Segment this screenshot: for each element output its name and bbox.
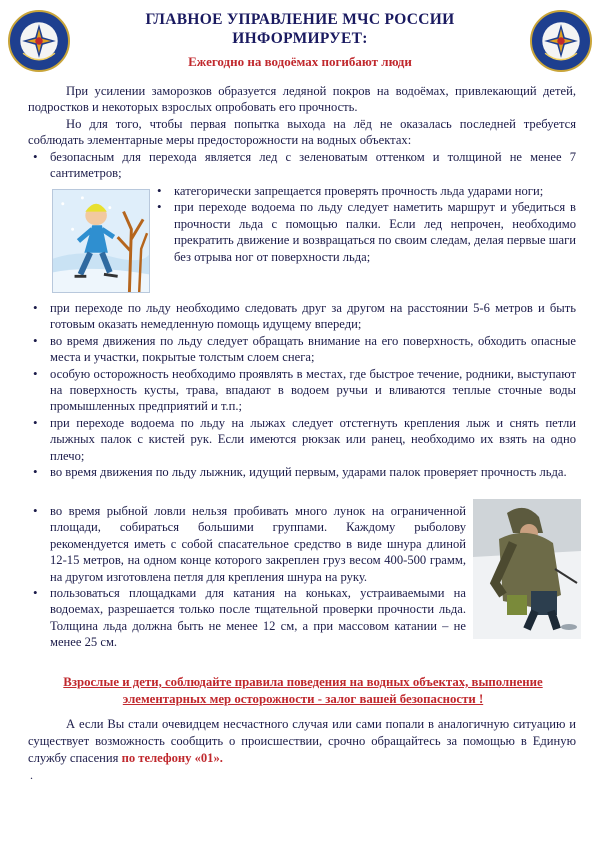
title-line-2: ИНФОРМИРУЕТ: <box>232 30 368 47</box>
page-subtitle: Ежегодно на водоёмах погибают люди <box>188 54 412 69</box>
emergency-paragraph <box>28 716 576 767</box>
emergency-phone: по телефону «01». <box>121 751 223 765</box>
safety-warning: Взрослые и дети, соблюдайте правила поведения на водных объектах, выполнение элементарных мер осторожности - залог вашей безопасности ! <box>63 675 543 706</box>
bullet-item: • во время движения по льду следует обращать внимание на его поверхность, обходить опасные места и участки, покрытые толстым слоем снега; <box>28 333 576 366</box>
intro-section <box>28 83 576 181</box>
bullet-item: • особую осторожность необходимо проявлять в местах, где быстрое течение, родники, выступают на поверхность кусты, трава, впадают в водоем ручьи и вливаются теплые сточные воды промышленных предприятий и т.п.; <box>28 366 576 415</box>
page-title <box>80 10 520 48</box>
bullet-item: • пользоваться площадками для катания на коньках, устраиваемыми на водоемах, разрешается только после тщательной проверки прочности льда. Толщина льда должна быть не менее 12 см, а при массовом катании – не менее 25 см. <box>28 585 466 651</box>
bullet-item: • во время движения по льду лыжник, идущий первым, ударами палок проверяет прочность льда. <box>28 464 576 480</box>
mchs-emblem-icon <box>8 10 70 72</box>
bullet-item: • при переходе по льду необходимо следовать друг за другом на расстоянии 5-6 метров и быть готовым оказать немедленную помощь идущему впереди; <box>28 300 576 333</box>
bottom-bullets <box>28 503 466 651</box>
main-bullets <box>28 300 576 480</box>
indented-bullets <box>152 183 576 265</box>
emergency-text: А если Вы стали очевидцем несчастного случая или сами попали в аналогичную ситуацию и существует возможность сообщить о происшествии, срочно обращайтесь за помощью в Единую службу спасения <box>28 717 576 765</box>
trailing-mark: . <box>30 768 33 782</box>
ice-fisherman-photo <box>473 499 581 639</box>
title-line-1: ГЛАВНОЕ УПРАВЛЕНИЕ МЧС РОССИИ <box>145 11 455 28</box>
bullet-item: • во время рыбной ловли нельзя пробивать много лунок на ограниченной площади, собираться большими группами. Каждому рыболову рекомендуется иметь с собой спасательное средство в виде шнура длиной 12-15 метров, на одном конце которого закреплен груз весом 400-500 грамм, на другом изготовлена петля для крепления шнура на руку. <box>28 503 466 585</box>
intro-paragraph-2: Но для того, чтобы первая попытка выхода на лёд не оказалась последней требуется соблюдать элементарные меры предосторожности на водных объектах: <box>28 116 576 148</box>
mchs-emblem-icon <box>530 10 592 72</box>
bullet-item: • при переходе водоема по льду на лыжах следует отстегнуть крепления лыж и снять петли лыжных палок с кистей рук. Если имеются рюкзак или ранец, необходимо их взять на одно плечо; <box>28 415 576 464</box>
intro-paragraph-1: При усилении заморозков образуется ледяной покров на водоёмах, привлекающий детей, подростков и некоторых взрослых опробовать его прочность. <box>28 84 576 115</box>
bullet-item: • при переходе водоема по льду следует наметить маршрут и убедиться в прочности льда с помощью палки. Если лед непрочен, необходимо прекратить движение и возвращаться по своим следам, делая первые шаги без отрыва ног от поверхности льда; <box>152 199 576 265</box>
bullet-item: • безопасным для перехода является лед с зеленоватым оттенком и толщиной не менее 7 сантиметров; <box>28 149 576 182</box>
child-on-ice-illustration <box>52 189 150 293</box>
bullet-item: • категорически запрещается проверять прочность льда ударами ноги; <box>152 183 576 199</box>
